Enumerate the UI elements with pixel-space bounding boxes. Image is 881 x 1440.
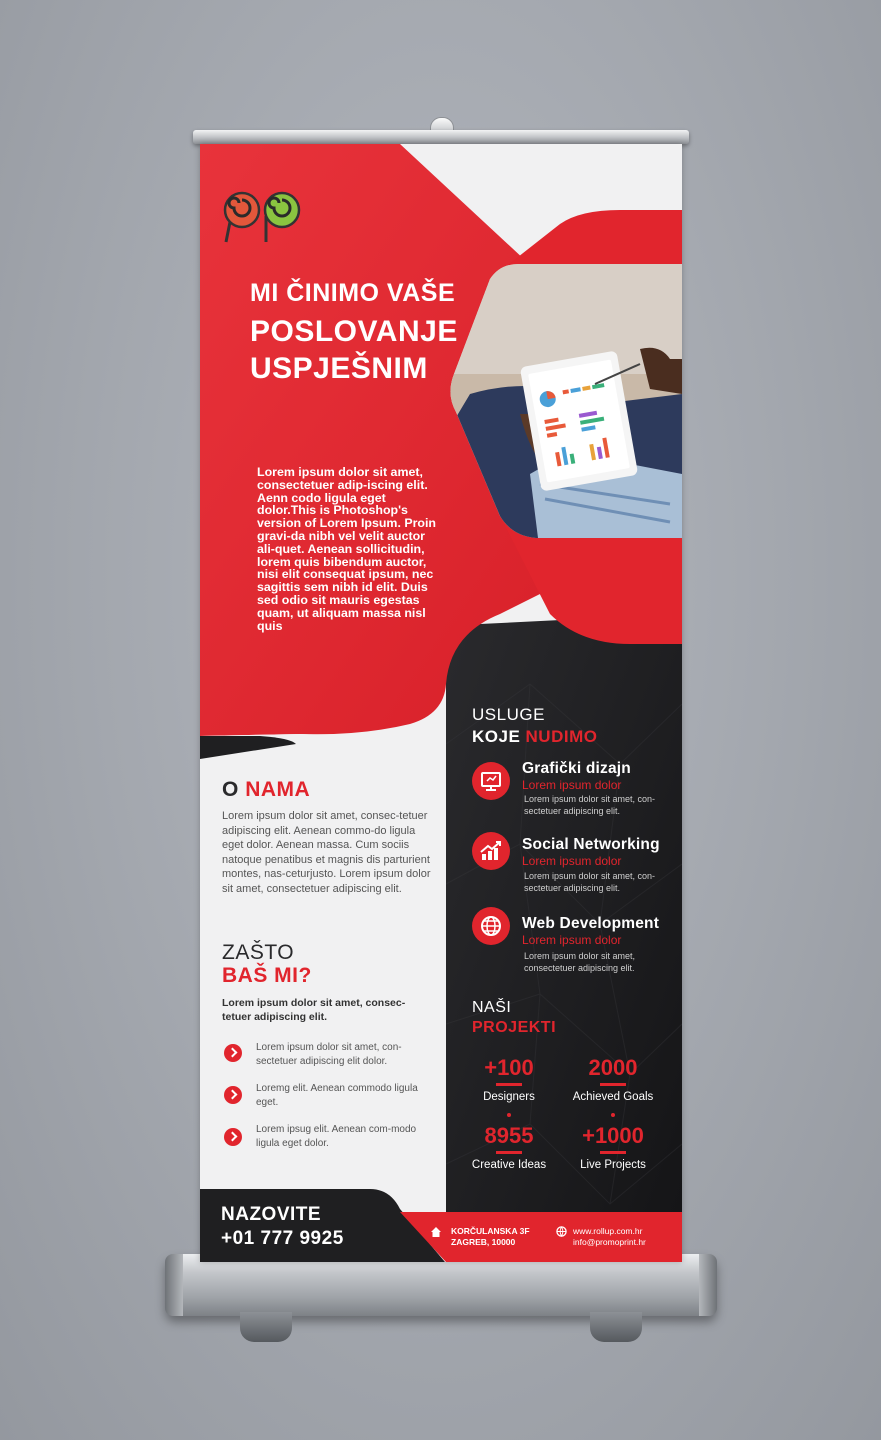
why-bullet-3: Lorem ipsug elit. Aenean com-modo ligula eget dolor. — [256, 1124, 417, 1149]
stat-2-label: Achieved Goals — [572, 1091, 654, 1103]
service-1-title: Grafički dizajn — [522, 760, 631, 777]
stat-dot — [507, 1113, 511, 1117]
why-bullet-2: Loremg elit. Aenean commodo ligula eget. — [256, 1083, 418, 1108]
base-cap-right — [699, 1254, 717, 1316]
chevron-right-icon — [224, 1128, 242, 1146]
stat-1-label: Designers — [483, 1091, 535, 1103]
chevron-right-icon — [224, 1044, 242, 1062]
globe-icon — [472, 907, 510, 945]
address-line-2: ZAGREB, 10000 — [451, 1237, 516, 1247]
base-cap-left — [165, 1254, 183, 1316]
stand-base — [165, 1254, 717, 1316]
rollup-banner — [200, 144, 682, 1262]
stat-3-value: 8955 — [484, 1123, 534, 1148]
about-title-prefix: O — [222, 778, 239, 801]
home-icon — [430, 1226, 442, 1238]
about-title-highlight: NAMA — [245, 778, 311, 801]
stat-divider — [496, 1083, 522, 1086]
why-title-line-1: ZAŠTO — [222, 941, 295, 964]
about-body-text: Lorem ipsum dolor sit amet, consec-tetuer adipiscing elit. Aenean commo-do ligula eget dolor. Aenean massa. Cum sociis natoque penatibus et magnis dis parturient montes, nas-ceturjusto. Lorem ipsum dolor sit amet, consectetuer adipiscing elit. — [222, 810, 431, 895]
stat-divider — [600, 1083, 626, 1086]
stat-4-label: Live Projects — [580, 1159, 646, 1171]
rp-logo — [222, 188, 302, 246]
headline-line-3: USPJEŠNIM — [250, 352, 428, 385]
service-1-subtitle: Lorem ipsum dolor — [522, 778, 622, 792]
service-3-subtitle: Lorem ipsum dolor — [522, 933, 622, 947]
headline-line-2: POSLOVANJE — [250, 315, 458, 348]
service-1-desc: Lorem ipsum dolor sit amet, con-sectetuer adipiscing elit. — [524, 794, 656, 816]
service-3-title: Web Development — [522, 915, 660, 932]
about-title — [222, 778, 310, 802]
call-label: NAZOVITE — [221, 1204, 322, 1225]
why-bullet-1: Lorem ipsum dolor sit amet, con-sectetuer adipiscing elit dolor. — [256, 1042, 402, 1067]
email: info@promoprint.hr — [573, 1237, 646, 1247]
why-title-line-2: BAŠ MI? — [222, 964, 312, 987]
service-2-subtitle: Lorem ipsum dolor — [522, 854, 622, 868]
service-2-desc: Lorem ipsum dolor sit amet, con-sectetuer adipiscing elit. — [524, 871, 656, 893]
hero-body-text: Lorem ipsum dolor sit amet, consectetuer adip-iscing elit. Aenn codo ligula eget dolor.This is Photoshop's version of Lorem Ipsum. Proin gravi-da nibh vel velit auctor ali-quet. Aenean sollicitudin, lorem quis bibendum auctor, nisi elit consequat ipsum, nec sagittis sem nibh id elit. Duis sed odio sit mauris egestas quam, ut aliquam massa nisl quis — [257, 465, 437, 633]
top-rail — [193, 130, 689, 144]
why-intro: Lorem ipsum dolor sit amet, consec-tetuer adipiscing elit. — [222, 997, 406, 1023]
stat-2-value: 2000 — [588, 1055, 638, 1080]
stat-4-value: +1000 — [582, 1123, 644, 1148]
stat-divider — [496, 1151, 522, 1154]
headline-line-1: MI ČINIMO VAŠE — [250, 279, 456, 307]
phone-number: +01 777 9925 — [221, 1228, 344, 1249]
services-title-2b: NUDIMO — [525, 727, 598, 746]
stat-1-value: +100 — [484, 1055, 534, 1080]
growth-chart-icon — [472, 832, 510, 870]
projects-title-line-1: NAŠI — [472, 999, 512, 1016]
stand-foot-left — [240, 1312, 292, 1342]
services-title-line-2 — [472, 727, 597, 747]
globe-icon — [556, 1226, 567, 1237]
presentation-icon — [472, 762, 510, 800]
website: www.rollup.com.hr — [573, 1226, 643, 1236]
chevron-right-icon — [224, 1086, 242, 1104]
stat-dot — [611, 1113, 615, 1117]
projects-title-line-2: PROJEKTI — [472, 1019, 557, 1036]
services-title-line-1: USLUGE — [472, 705, 545, 724]
services-title-2a: KOJE — [472, 727, 521, 746]
service-3-desc: Lorem ipsum dolor sit amet, consectetuer adipiscing elit. — [524, 951, 636, 973]
stat-divider — [600, 1151, 626, 1154]
stat-3-label: Creative Ideas — [471, 1159, 547, 1171]
stand-foot-right — [590, 1312, 642, 1342]
service-2-title: Social Networking — [522, 836, 660, 853]
address-line-1: KORČULANSKA 3F — [451, 1226, 530, 1236]
